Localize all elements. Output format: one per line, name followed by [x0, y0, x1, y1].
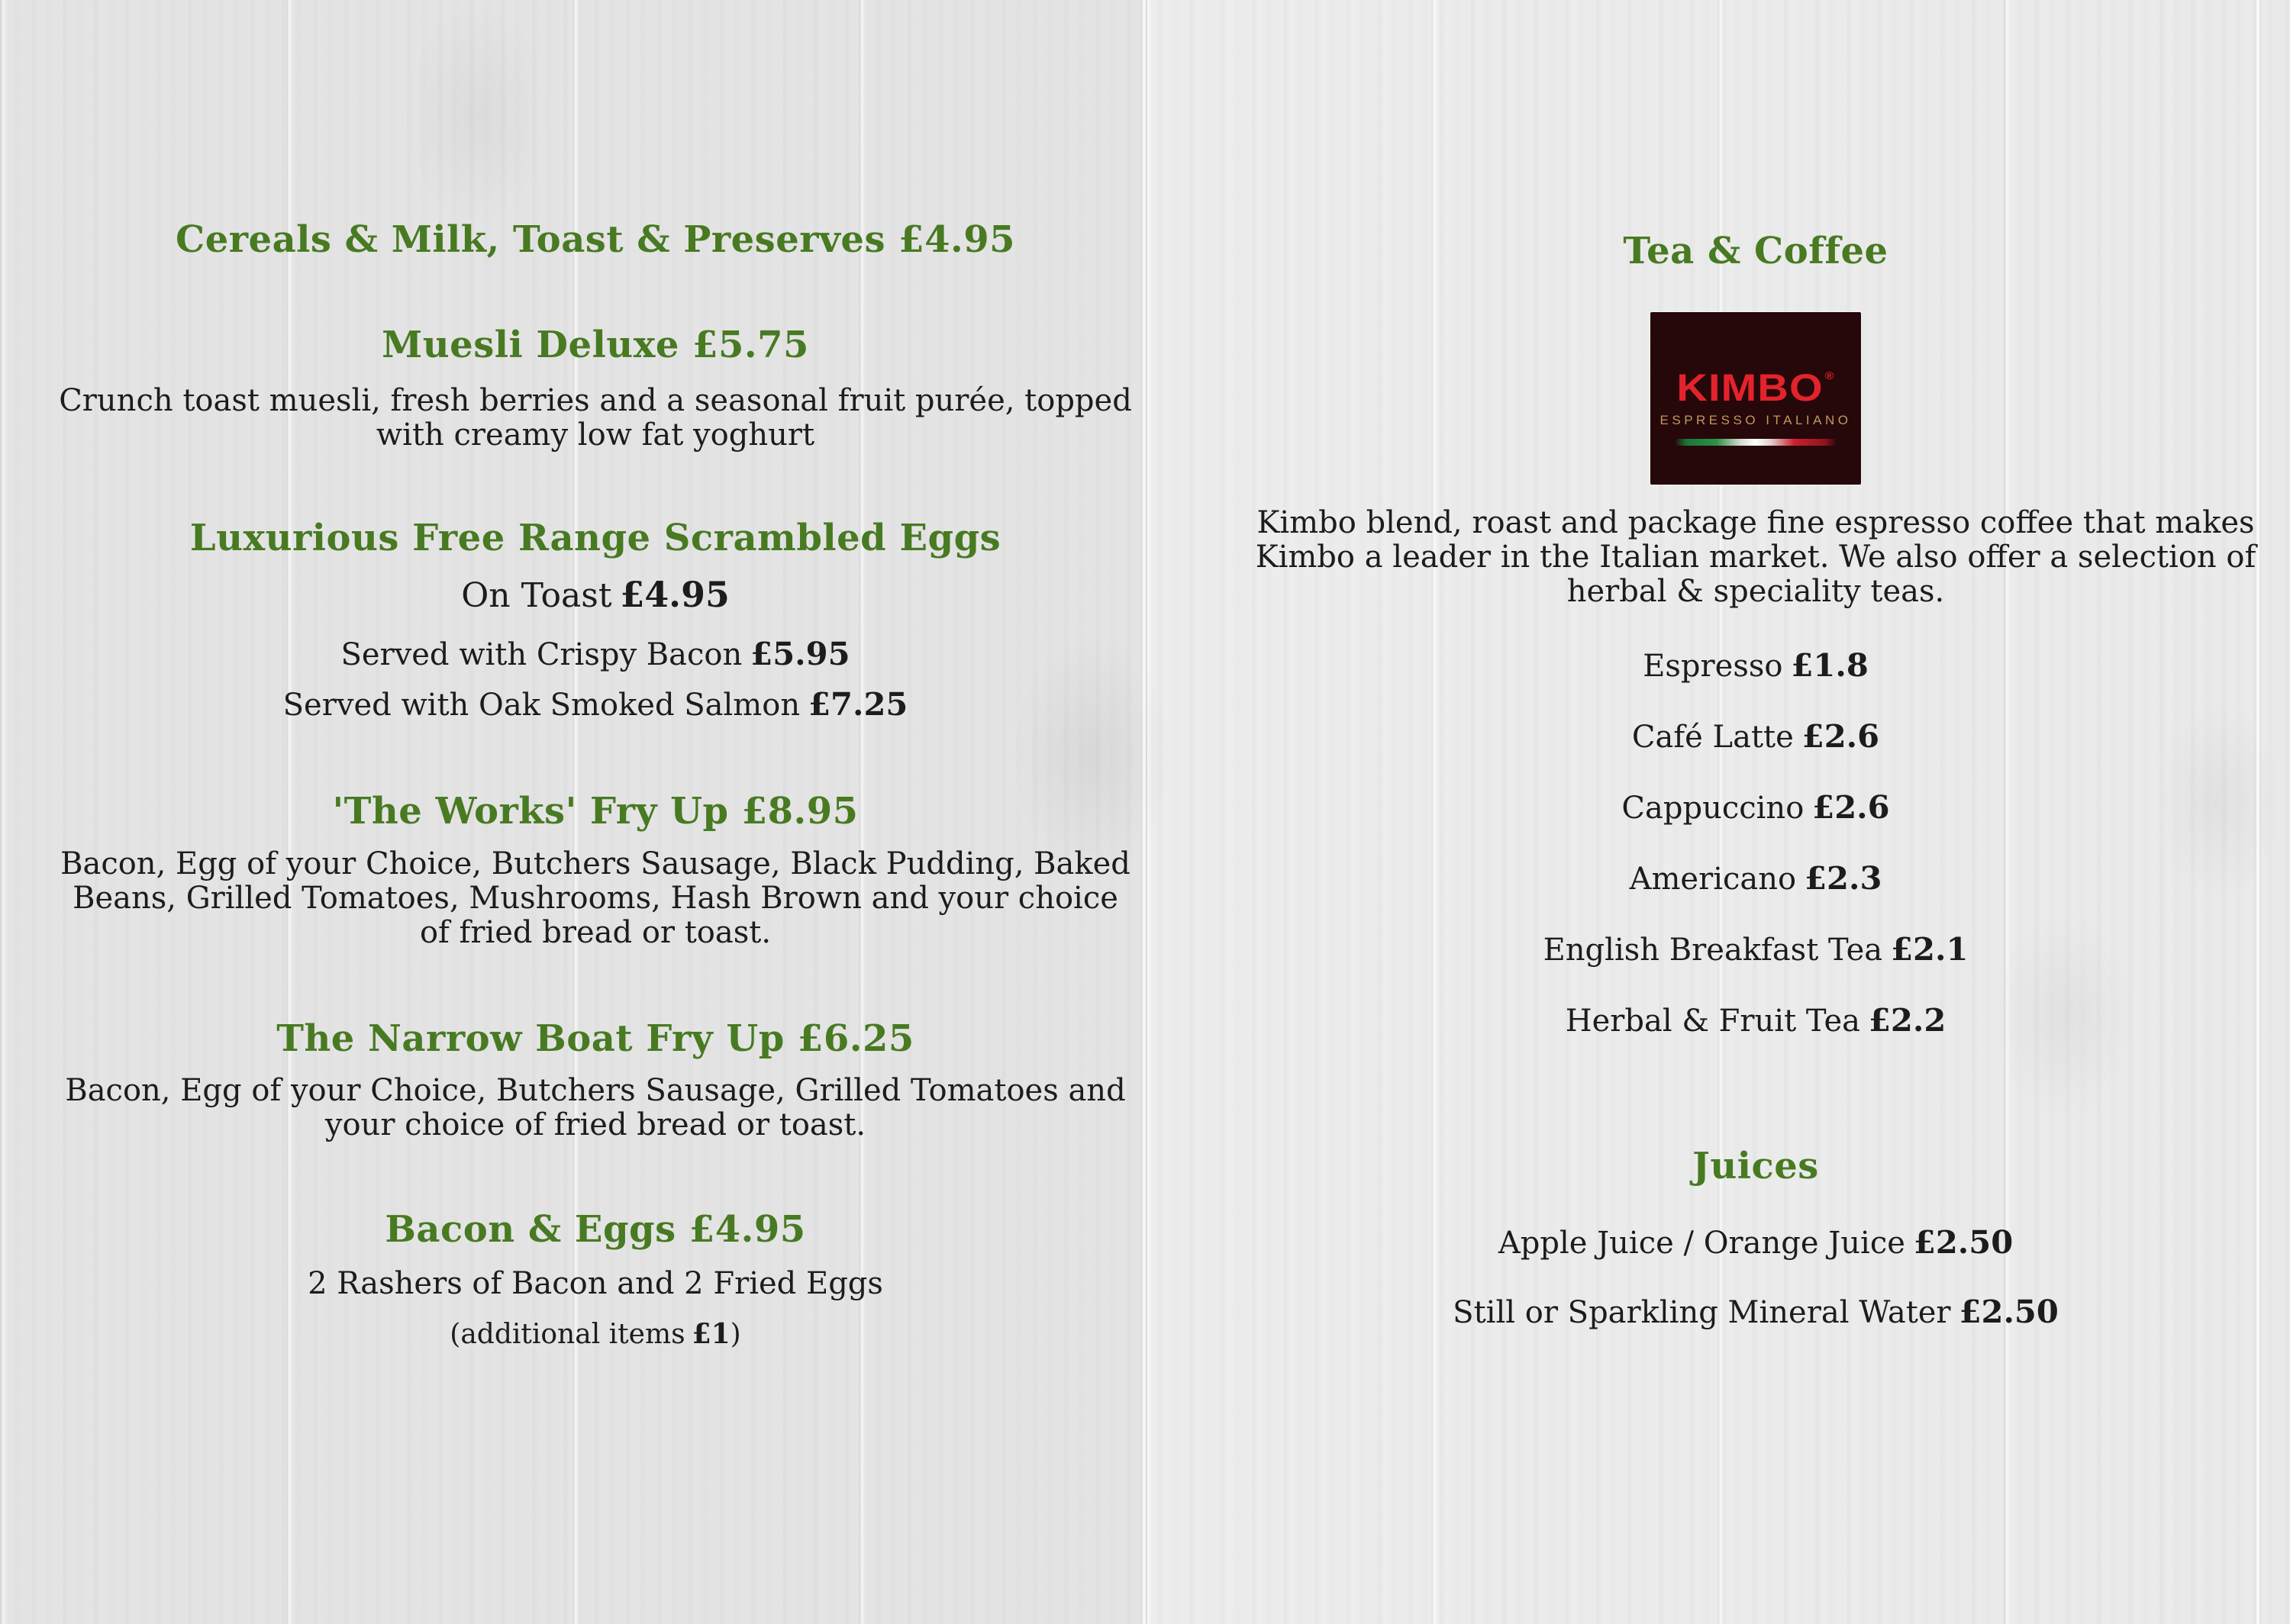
price: £2.1 — [1891, 930, 1969, 968]
menu-column-left — [23, 0, 1168, 1351]
item-title-bacon-eggs: Bacon & Eggs £4.95 — [385, 1208, 806, 1251]
price: £2.6 — [1801, 717, 1880, 755]
price: £5.95 — [750, 635, 850, 672]
drink-item-herbal-fruit-tea: Herbal & Fruit Tea £2.2 — [1565, 1001, 1946, 1039]
drink-item-espresso: Espresso £1.8 — [1643, 646, 1869, 684]
price: £2.3 — [1805, 859, 1882, 897]
additional-items-note: (additional items £1) — [450, 1318, 741, 1350]
registered-trademark-icon: ® — [1824, 369, 1835, 382]
item-title-scrambled-eggs: Luxurious Free Range Scrambled Eggs — [189, 517, 1001, 559]
juice-item-apple-orange: Apple Juice / Orange Juice £2.50 — [1498, 1223, 2014, 1261]
item-title-narrow-boat-fry-up: The Narrow Boat Fry Up £6.25 — [276, 1017, 914, 1060]
kimbo-subtitle: ESPRESSO ITALIANO — [1659, 413, 1852, 427]
price: £7.25 — [808, 685, 908, 723]
item-description-muesli: Crunch toast muesli, fresh berries and a seasonal fruit purée, topped with creamy low fat yoghurt — [59, 383, 1132, 453]
item-title-works-fry-up: 'The Works' Fry Up £8.95 — [332, 790, 859, 833]
price: £2.50 — [1959, 1293, 2059, 1330]
menu-option-on-toast: On Toast £4.95 — [461, 574, 730, 615]
drink-item-english-breakfast-tea: English Breakfast Tea £2.1 — [1543, 930, 1969, 968]
price: £2.50 — [1913, 1223, 2014, 1261]
item-description-bacon-eggs: 2 Rashers of Bacon and 2 Fried Eggs — [308, 1266, 883, 1301]
price: £1 — [692, 1318, 731, 1350]
kimbo-logo — [1650, 312, 1861, 485]
drink-item-cappuccino: Cappuccino £2.6 — [1621, 788, 1890, 826]
item-title-muesli: Muesli Deluxe £5.75 — [382, 324, 809, 366]
price: £2.2 — [1868, 1001, 1946, 1039]
menu-option-crispy-bacon: Served with Crispy Bacon £5.95 — [340, 635, 850, 672]
price: £1.8 — [1791, 646, 1869, 684]
juice-item-mineral-water: Still or Sparkling Mineral Water £2.50 — [1453, 1293, 2059, 1330]
menu-option-smoked-salmon: Served with Oak Smoked Salmon £7.25 — [282, 685, 908, 723]
section-heading-cereals: Cereals & Milk, Toast & Preserves £4.95 — [176, 218, 1015, 261]
item-description-works-fry-up: Bacon, Egg of your Choice, Butchers Sausage, Black Pudding, Baked Beans, Grilled Tomatoes, Mushrooms, Hash Brown and your choice of fried bread or toast. — [60, 846, 1130, 950]
drinks-price-list — [1214, 648, 2290, 1039]
price: £2.6 — [1812, 788, 1890, 826]
italian-flag-ribbon-icon — [1675, 439, 1837, 446]
drink-item-cafe-latte: Café Latte £2.6 — [1631, 717, 1880, 755]
menu-column-right — [1214, 0, 2290, 1330]
section-heading-tea-coffee: Tea & Coffee — [1623, 230, 1888, 272]
price: £4.95 — [620, 574, 730, 615]
section-heading-juices: Juices — [1692, 1145, 1819, 1187]
item-description-narrow-boat-fry-up: Bacon, Egg of your Choice, Butchers Sausage, Grilled Tomatoes and your choice of fried bread or toast. — [65, 1073, 1126, 1142]
kimbo-description: Kimbo blend, roast and package fine espresso coffee that makes Kimbo a leader in the Italian market. We also offer a selection of herbal & speciality teas. — [1255, 505, 2256, 609]
drink-item-americano: Americano £2.3 — [1629, 859, 1882, 897]
kimbo-wordmark: KIMBO ® — [1676, 366, 1835, 409]
